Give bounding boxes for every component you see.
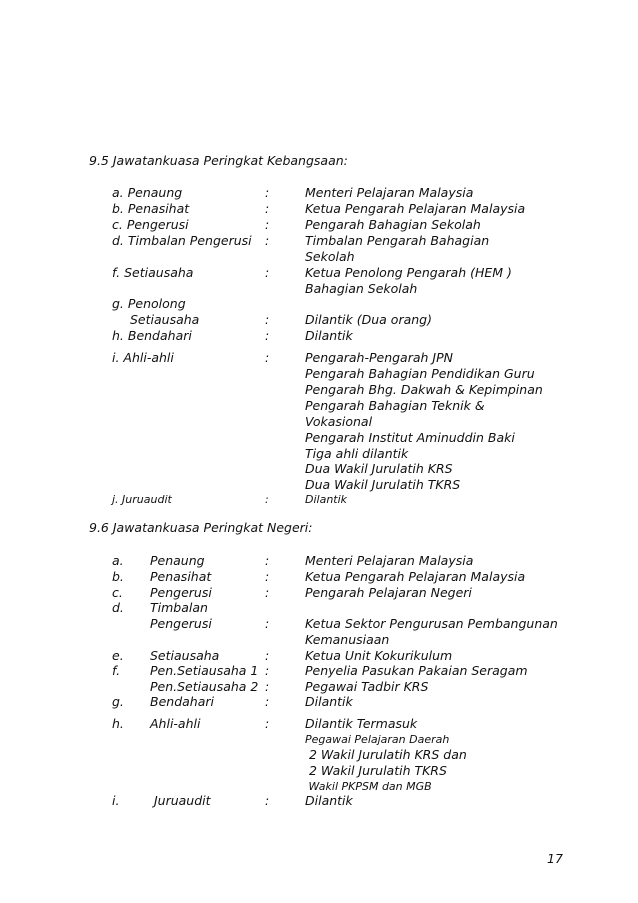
row-colon: : [265,312,270,327]
row-label: i. Ahli-ahli [112,350,174,365]
row-value-cont: Dua Wakil Jurulatih KRS [305,461,453,476]
row-colon: : [265,585,270,600]
page-number: 17 [547,851,563,866]
row-letter: f. [112,663,121,678]
row-value: Ketua Pengarah Pelajaran Malaysia [305,569,526,584]
row-value: Pengarah Bahagian Sekolah [305,217,481,232]
row-value-cont: Vokasional [305,414,373,429]
row-label: Bendahari [150,694,214,709]
row-label-cont: Setiausaha [130,312,200,327]
row-label: Juruaudit [150,793,211,808]
row-label-cont: Pengerusi [150,616,212,631]
row-value: Dilantik Termasuk [305,716,418,731]
row-value-cont: Pengarah Bahagian Pendidikan Guru [305,366,535,381]
row-colon: : [265,648,270,663]
row-label: Pen.Setiausaha 2 [150,679,259,694]
row-label: Setiausaha [150,648,220,663]
row-value: Ketua Unit Kokurikulum [305,648,453,663]
row-letter: g. [112,694,124,709]
row-colon: : [265,663,270,678]
row-colon: : [265,679,270,694]
row-value: Menteri Pelajaran Malaysia [305,185,474,200]
row-value: Ketua Penolong Pengarah (HEM ) [305,265,512,280]
row-value-cont: Wakil PKPSM dan MGB [305,780,432,793]
row-label: f. Setiausaha [112,265,194,280]
row-colon: : [265,793,270,808]
row-value-cont: Kemanusiaan [305,632,390,647]
row-colon: : [265,265,270,280]
row-value: Ketua Pengarah Pelajaran Malaysia [305,201,526,216]
row-label: Penaung [150,553,205,568]
row-value: Menteri Pelajaran Malaysia [305,553,474,568]
row-label: h. Bendahari [112,328,192,343]
row-value: Pengarah-Pengarah JPN [305,350,453,365]
row-label: c. Pengerusi [112,217,189,232]
row-label: Timbalan [150,600,208,615]
row-value-cont: Bahagian Sekolah [305,281,418,296]
row-label: Pen.Setiausaha 1 [150,663,259,678]
row-colon: : [265,616,270,631]
row-colon: : [265,233,270,248]
row-label: Ahli-ahli [150,716,201,731]
row-letter: c. [112,585,123,600]
row-value: Dilantik (Dua orang) [305,312,432,327]
row-value-cont: Dua Wakil Jurulatih TKRS [305,477,461,492]
row-label: g. Penolong [112,296,186,311]
row-colon: : [265,553,270,568]
row-colon: : [265,569,270,584]
row-label: Pengerusi [150,585,212,600]
section-heading-9-5: 9.5 Jawatankuasa Peringkat Kebangsaan: [89,153,348,168]
row-colon: : [265,185,270,200]
row-value-cont: 2 Wakil Jurulatih TKRS [305,763,447,778]
row-colon: : [265,493,269,506]
row-letter: e. [112,648,124,663]
row-value-cont: Pengarah Bhg. Dakwah & Kepimpinan [305,382,543,397]
row-value: Pengarah Pelajaran Negeri [305,585,472,600]
row-colon: : [265,201,270,216]
row-label: Penasihat [150,569,212,584]
row-value: Dilantik [305,328,353,343]
row-value: Dilantik [305,694,353,709]
row-value-cont: Pegawai Pelajaran Daerah [305,733,450,746]
row-letter: i. [112,793,120,808]
row-label: b. Penasihat [112,201,190,216]
row-value-cont: 2 Wakil Jurulatih KRS dan [305,747,467,762]
row-value-cont: Sekolah [305,249,355,264]
row-letter: a. [112,553,124,568]
row-label: a. Penaung [112,185,183,200]
row-label: j. Juruaudit [112,493,172,506]
row-colon: : [265,716,270,731]
row-letter: d. [112,600,124,615]
row-value-cont: Pengarah Bahagian Teknik & [305,398,485,413]
row-letter: b. [112,569,124,584]
row-value: Timbalan Pengarah Bahagian [305,233,490,248]
row-value: Penyelia Pasukan Pakaian Seragam [305,663,528,678]
row-letter: h. [112,716,124,731]
row-colon: : [265,328,270,343]
row-colon: : [265,217,270,232]
row-value: Ketua Sektor Pengurusan Pembangunan [305,616,558,631]
row-value-cont: Tiga ahli dilantik [305,446,409,461]
row-colon: : [265,350,270,365]
row-value: Pegawai Tadbir KRS [305,679,429,694]
row-label: d. Timbalan Pengerusi [112,233,252,248]
section-heading-9-6: 9.6 Jawatankuasa Peringkat Negeri: [89,520,313,535]
row-colon: : [265,694,270,709]
row-value-cont: Pengarah Institut Aminuddin Baki [305,430,515,445]
row-value: Dilantik [305,793,353,808]
row-value: Dilantik [305,493,348,506]
